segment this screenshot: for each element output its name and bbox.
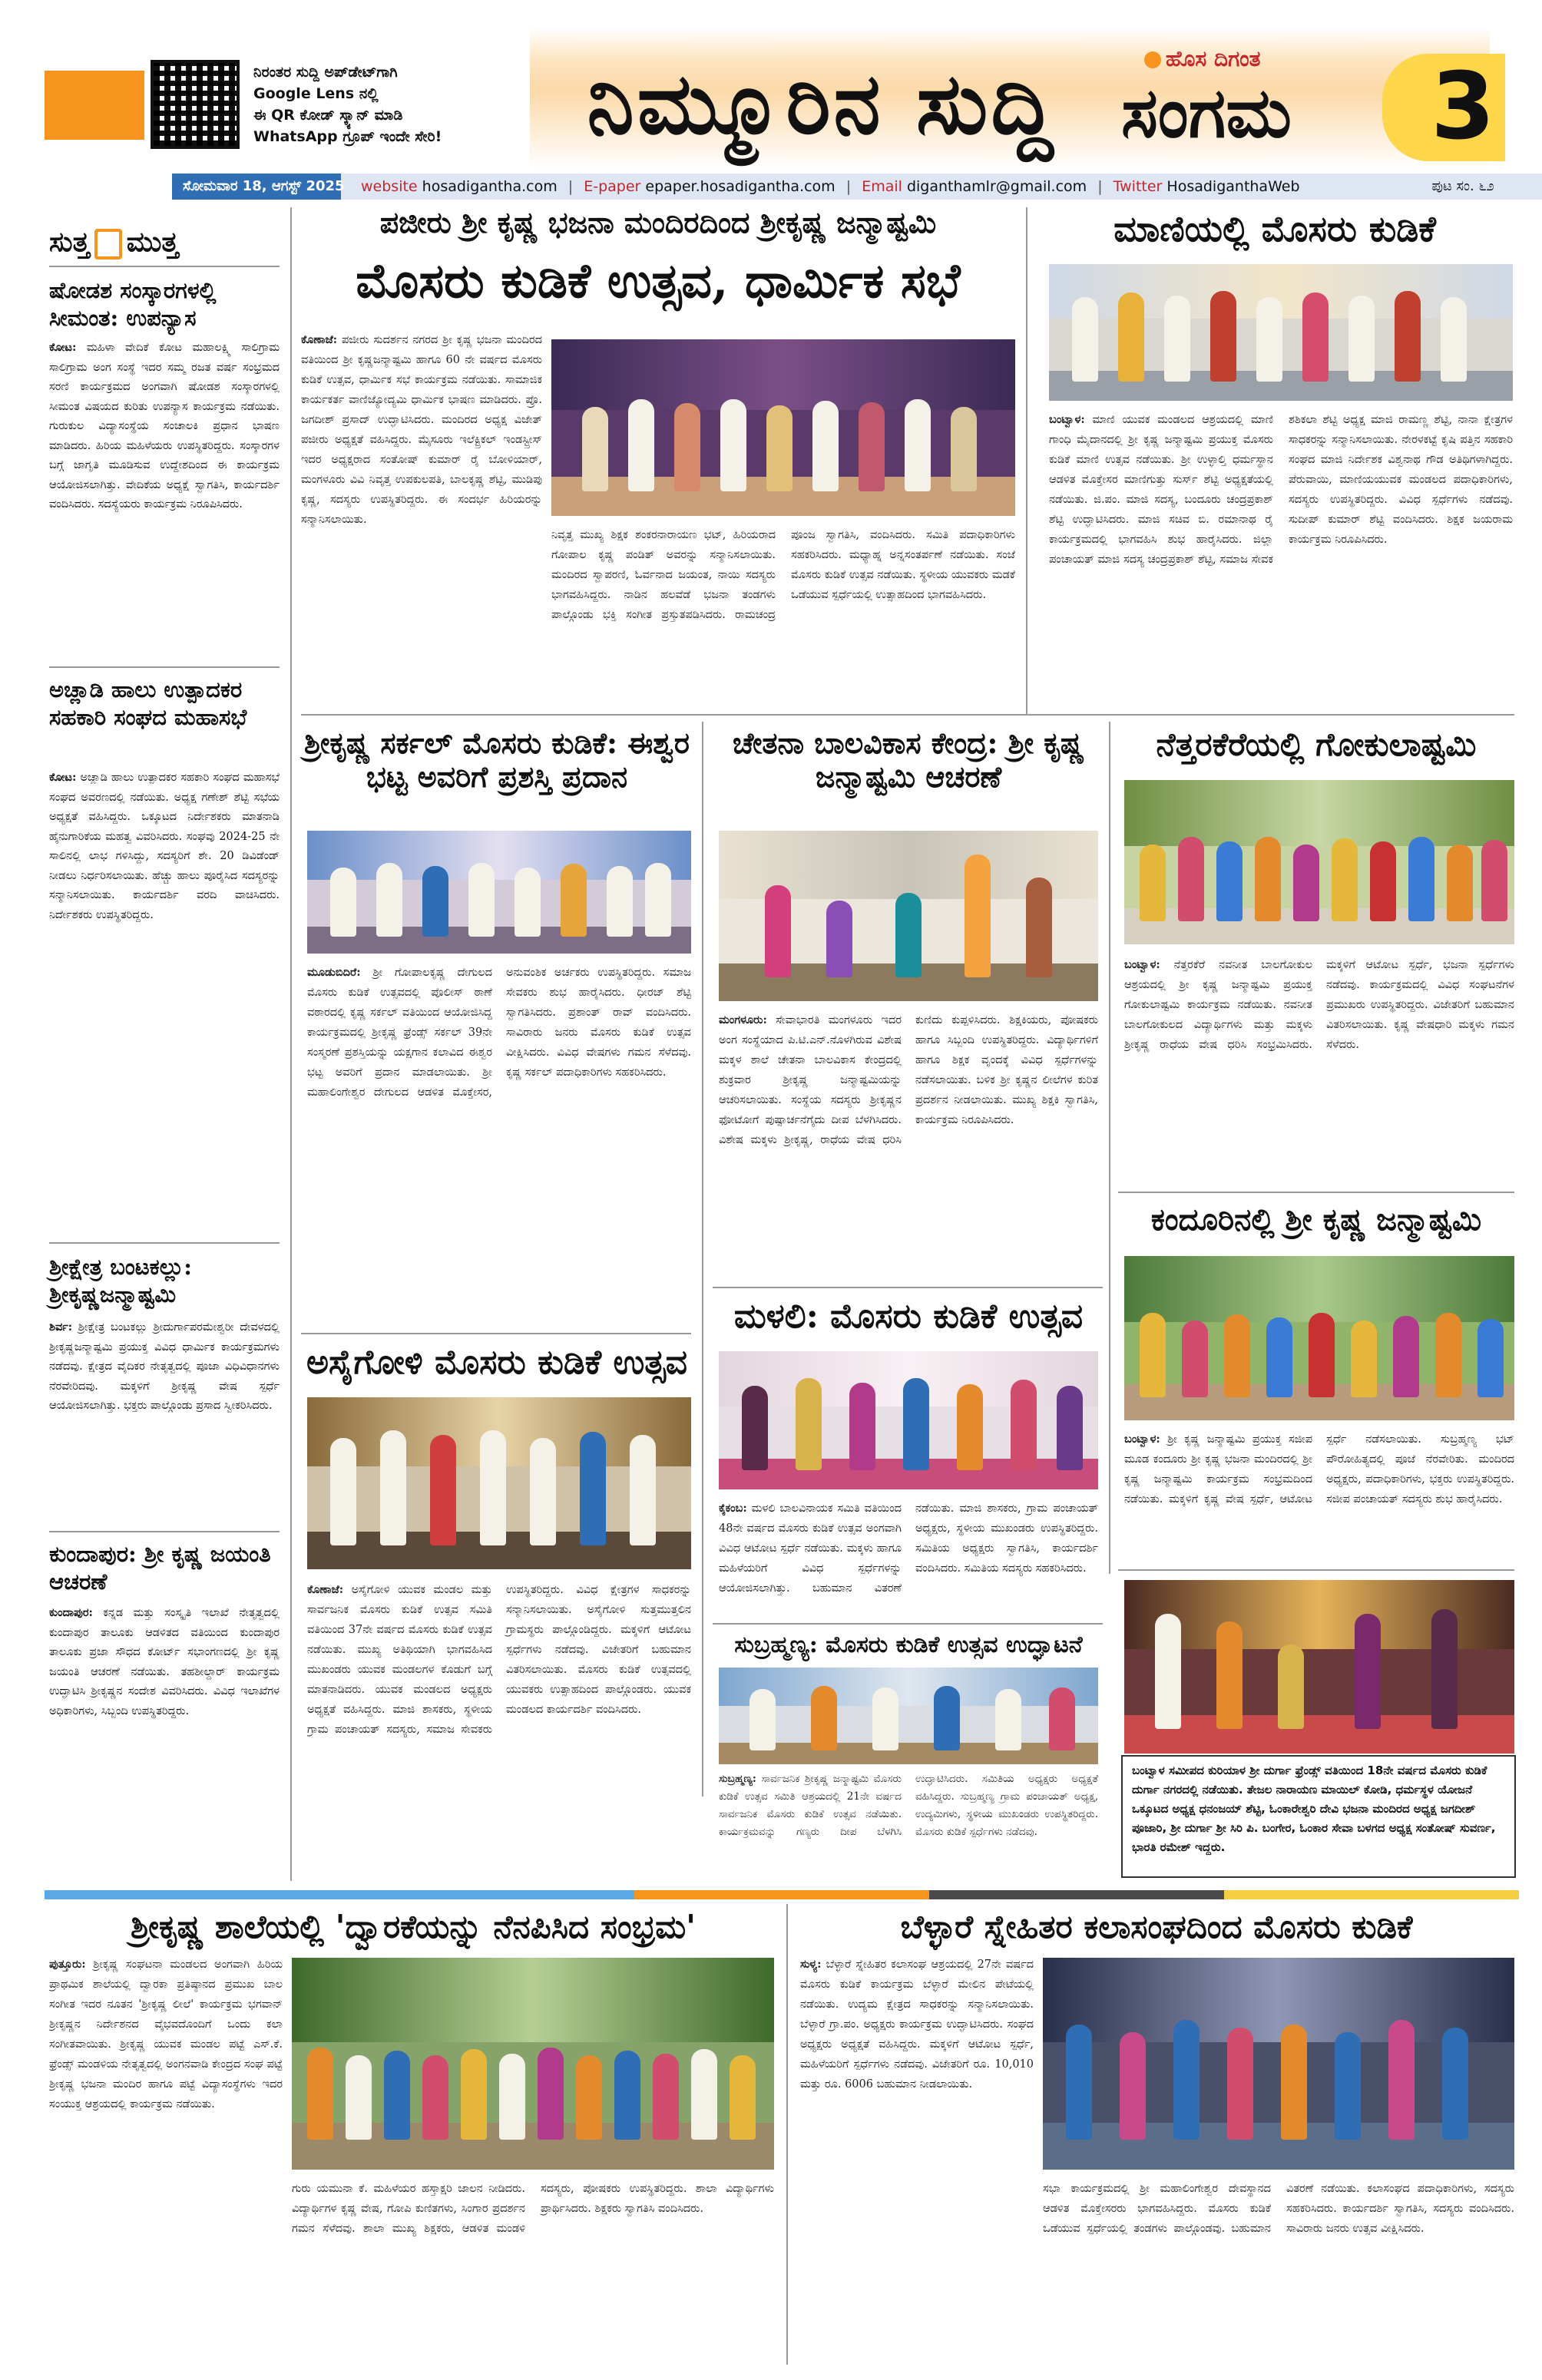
- sidebar-brand-left: ಸುತ್ತ: [49, 226, 90, 258]
- qr-line: WhatsApp ಗ್ರೂಪ್ ಇಂದೇ ಸೇರಿ!: [253, 128, 442, 145]
- dateline: ಕೋಟ:: [49, 771, 77, 784]
- column-rule: [1109, 722, 1110, 1574]
- article-body: [307, 963, 691, 1324]
- column-rule: [290, 207, 292, 1881]
- article-body: [719, 1010, 1098, 1276]
- article-text: ಶ್ರೀ ಗೋಪಾಲಕೃಷ್ಣ ದೇಗುಲದ ಮೊಸರು ಕುಡಿಕೆ ಉತ್ಸವದಲ್ಲಿ ಪೊಲೀಸ್ ಠಾಣೆ ವಠಾರದಲ್ಲಿ ಕೃಷ್ಣ ಸರ್ಕಲ್ ವತಿಯಿಂದ ಆಯೋಜಿಸಿದ್ದ ಕಾರ್ಯಕ್ರಮದಲ್ಲಿ ಶ್ರೀಕೃಷ್ಣ ಫ್ರೆಂಡ್ಸ್ ಸರ್ಕಲ್ 39ನೇ ಸಂಸ್ಮರಣೆ ಪ್ರಶಸ್ತಿಯನ್ನು ಯಕ್ಷಗಾನ ಕಲಾವಿದ ಈಶ್ವರ ಭಟ್ಟ ಅವರಿಗೆ ಪ್ರದಾನ ಮಾಡಲಾಯಿತು. ಶ್ರೀ ಮಹಾಲಿಂಗೇಶ್ವರ ದೇಗುಲದ ಆಡಳಿತ ಮೊಕ್ತೇಸರ, ಅನುವಂಶಿಕ ಅರ್ಚಕರು ಉಪಸ್ಥಿತರಿದ್ದರು. ಸಮಾಜ ಸೇವಕರು ಶುಭ ಹಾರೈಸಿದರು. ಧೀರಜ್ ಶೆಟ್ಟಿ ಸ್ವಾಗತಿಸಿದರು. ಪ್ರಶಾಂತ್ ರಾವ್ ವಂದಿಸಿದರು. ಸಾವಿರಾರು ಜನರು ಮೊಸರು ಕುಡಿಕೆ ಉತ್ಸವ ವೀಕ್ಷಿಸಿದರು. ವಿವಿಧ ವೇಷಗಳು ಗಮನ ಸೆಳೆದವು. ಕೃಷ್ಣ ಸರ್ಕಲ್ ಪದಾಧಿಕಾರಿಗಳು ಸಹಕರಿಸಿದರು.: [307, 967, 691, 1099]
- divider: [301, 714, 1514, 716]
- article-headline: ಶ್ರೀಕೃಷ್ಣ ಸರ್ಕಲ್ ಮೊಸರು ಕುಡಿಕೆ: ಈಶ್ವರ ಭಟ್ಟ ಅವರಿಗೆ ಪ್ರಶಸ್ತಿ ಪ್ರದಾನ: [303, 726, 690, 794]
- article-text: ಸೇವಾಭಾರತಿ ಮಂಗಳೂರು ಇದರ ಅಂಗ ಸಂಸ್ಥೆಯಾದ ಪಿ.ಟಿ.ಎನ್.ನೊಳಗಿರುವ ವಿಶೇಷ ಮಕ್ಕಳ ಶಾಲೆ ಚೇತನಾ ಬಾಲವಿಕಾಸ ಕೇಂದ್ರದಲ್ಲಿ ಶುಕ್ರವಾರ ಶ್ರೀಕೃಷ್ಣ ಜನ್ಮಾಷ್ಟಮಿಯನ್ನು ಆಚರಿಸಲಾಯಿತು. ಸಂಸ್ಥೆಯ ಸದಸ್ಯರು ಶ್ರೀಕೃಷ್ಣನ ಫೋಟೋಗೆ ಪುಷ್ಪಾರ್ಚನೆಗೈದು ದೀಪ ಬೆಳಗಿಸಿದರು. ವಿಶೇಷ ಮಕ್ಕಳು ಶ್ರೀಕೃಷ್ಣ, ರಾಧೆಯ ವೇಷ ಧರಿಸಿ ಕುಣಿದು ಕುಪ್ಪಳಿಸಿದರು. ಶಿಕ್ಷಕಿಯರು, ಪೋಷಕರು ಹಾಗೂ ಸಿಬ್ಬಂದಿ ಉಪಸ್ಥಿತರಿದ್ದರು. ವಿದ್ಯಾರ್ಥಿಗಳಿಗೆ ಹಾಗೂ ಶಿಕ್ಷಕ ವೃಂದಕ್ಕೆ ವಿವಿಧ ಸ್ಪರ್ಧೆಗಳನ್ನು ನಡೆಸಲಾಯಿತು. ಬಳಿಕ ಶ್ರೀ ಕೃಷ್ಣನ ಲೀಲೆಗಳ ಕುರಿತ ಪ್ರದರ್ಶನ ನೀಡಲಾಯಿತು. ಮುಖ್ಯ ಶಿಕ್ಷಕಿ ಸ್ವಾಗತಿಸಿ, ಕಾರ್ಯಕ್ರಮ ನಿರೂಪಿಸಿದರು.: [719, 1014, 1098, 1146]
- event-photo: [1043, 1958, 1514, 2170]
- divider: [1118, 1192, 1514, 1193]
- article-text: ಪಜೀರು ಸುದರ್ಶನ ನಗರದ ಶ್ರೀ ಕೃಷ್ಣ ಭಜನಾ ಮಂದಿರದ ವತಿಯಿಂದ ಶ್ರೀ ಕೃಷ್ಣಜನ್ಮಾಷ್ಟಮಿ ಹಾಗೂ 60 ನೇ ವರ್ಷದ ಮೊಸರು ಕುಡಿಕೆ ಉತ್ಸವ, ಧಾರ್ಮಿಕ ಸಭೆ ಕಾರ್ಯಕ್ರಮ ನಡೆಯಿತು. ಸಾಮಾಜಿಕ ಕಾರ್ಯಕರ್ತ ವಾಣಿಜ್ಯೋದ್ಯಮಿ ಧಾರ್ಮಿಕ ಭಾಷಣ ಮಾಡಿದರು. ಪ್ರೊ. ಜಗದೀಶ್ ಪ್ರಸಾದ್ ಉದ್ಘಾಟಿಸಿದರು. ಮಂದಿರದ ಅಧ್ಯಕ್ಷ ವಿಜೇತ್ ಪಜೀರು ಅಧ್ಯಕ್ಷತೆ ವಹಿಸಿದ್ದರು. ಮೈಸೂರು ಇಲೆಕ್ಟ್ರಿಕಲ್ ಇಂಡಸ್ಟ್ರೀಸ್ ಇದರ ಅಧ್ಯಕ್ಷರಾದ ಸಂತೋಷ್ ಕುಮಾರ್ ರೈ ಬೋಳಿಯಾರ್, ಮಂಗಳೂರು ವಿವಿ ನಿವೃತ್ತ ಉಪಕುಲಪತಿ, ಬಾಲಕೃಷ್ಣ ಶೆಟ್ಟಿ, ಮುಡಿಪು ಕೃಷ್ಣ, ಸದಸ್ಯರು ಉಪಸ್ಥಿತರಿದ್ದರು. ಈ ಸಂದರ್ಭ ಹಿರಿಯರನ್ನು ಸನ್ಮಾನಿಸಲಾಯಿತು.: [301, 334, 542, 526]
- event-photo: [1124, 780, 1514, 944]
- event-photo: [1124, 1580, 1514, 1754]
- issue-date: ಸೋಮವಾರ 18, ಆಗಸ್ಟ್ 2025: [172, 174, 341, 200]
- dateline: ಶಿರ್ವ:: [49, 1321, 73, 1334]
- article-body: [49, 1955, 283, 2354]
- event-photo: [551, 339, 1015, 516]
- dateline: ಬಂಟ್ವಾಳ:: [1124, 958, 1160, 971]
- article-headline: ಅಸೈಗೋಳಿ ಮೊಸರು ಕುಡಿಕೆ ಉತ್ಸವ: [306, 1343, 688, 1382]
- dateline: ಕೊಣಾಜೆ:: [301, 333, 338, 346]
- article-text: ಅಚ್ಲಾಡಿ ಹಾಲು ಉತ್ಪಾದಕರ ಸಹಕಾರಿ ಸಂಘದ ಮಹಾಸಭೆ ಸಂಘದ ಅವರಣದಲ್ಲಿ ನಡೆಯಿತು. ಅಧ್ಯಕ್ಷ ಗಣೇಶ್ ಶೆಟ್ಟಿ ಸಭೆಯ ಅಧ್ಯಕ್ಷತೆ ವಹಿಸಿದ್ದರು. ಒಕ್ಕೂಟದ ನಿರ್ದೇಶಕರು ಮಾತನಾಡಿ ಹೈನುಗಾರಿಕೆಯ ಮಹತ್ವ ವಿವರಿಸಿದರು. ಸಂಘವು 2024-25 ನೇ ಸಾಲಿನಲ್ಲಿ ಲಾಭ ಗಳಿಸಿದ್ದು, ಸದಸ್ಯರಿಗೆ ಶೇ. 20 ಡಿವಿಡೆಂಡ್ ನೀಡಲು ನಿರ್ಧರಿಸಲಾಯಿತು. ಹೆಚ್ಚು ಹಾಲು ಪೂರೈಸಿದ ಸದಸ್ಯರನ್ನು ಸನ್ಮಾನಿಸಲಾಯಿತು. ಕಾರ್ಯದರ್ಶಿ ವರದಿ ವಾಚಿಸಿದರು. ನಿರ್ದೇಶಕರು ಉಪಸ್ಥಿತರಿದ್ದರು.: [49, 772, 280, 921]
- main-headline: ಮೊಸರು ಕುಡಿಕೆ ಉತ್ಸವ, ಧಾರ್ಮಿಕ ಸಭೆ: [356, 253, 961, 309]
- section-color-strip: [45, 1890, 1519, 1899]
- qr-code-icon: [151, 60, 240, 149]
- event-photo: [307, 1397, 691, 1569]
- dateline: ಪುತ್ತೂರು:: [49, 1958, 86, 1971]
- article-text: ಕನ್ನಡ ಮತ್ತು ಸಂಸ್ಕೃತಿ ಇಲಾಖೆ ನೇತೃತ್ವದಲ್ಲಿ ಕುಂದಾಪುರ ತಾಲೂಕು ಆಡಳಿತದ ವತಿಯಿಂದ ಕುಂದಾಪುರ ತಾಲೂಕು ಪ್ರಜಾ ಸೌಧದ ಕೋರ್ಟ್ ಸಭಾಂಗಣದಲ್ಲಿ ಶ್ರೀ ಕೃಷ್ಣ ಜಯಂತಿ ಆಚರಣೆ ನಡೆಯಿತು. ತಹಶೀಲ್ದಾರ್ ಕಾರ್ಯಕ್ರಮ ಉದ್ಘಾಟಿಸಿ ಶ್ರೀಕೃಷ್ಣನ ಸಂದೇಶ ವಿವರಿಸಿದರು. ವಿವಿಧ ಇಲಾಖೆಗಳ ಅಧಿಕಾರಿಗಳು, ಸಿಬ್ಬಂದಿ ಉಪಸ್ಥಿತರಿದ್ದರು.: [49, 1607, 280, 1717]
- divider: [49, 1242, 280, 1244]
- divider: [713, 1623, 1103, 1625]
- dateline: ಕೈಕಂಬ:: [719, 1502, 747, 1515]
- event-photo: [1124, 1256, 1514, 1420]
- article-text: ಮಾಣಿ ಯುವಕ ಮಂಡಲದ ಆಶ್ರಯದಲ್ಲಿ ಮಾಣಿ ಗಾಂಧಿ ಮೈದಾನದಲ್ಲಿ ಶ್ರೀ ಕೃಷ್ಣ ಜನ್ಮಾಷ್ಟಮಿ ಪ್ರಯುಕ್ತ ಮೊಸರು ಕುಡಿಕೆ ಮಾಣಿ ಉತ್ಸವ ನಡೆಯಿತು. ಶ್ರೀ ಉಳ್ಳಾಲ್ತಿ ಧರ್ಮಸ್ಥಾನ ಆಡಳಿತ ಮೊಕ್ತೇಸರ ಮಾಣಿಗುತ್ತು ಸುರ್ಸ್ ಶೆಟ್ಟಿ ಅಧ್ಯಕ್ಷತೆಯಲ್ಲಿ ನಡೆಯಿತು. ಜಿ.ಪಂ. ಮಾಜಿ ಸದಸ್ಯ, ಬಂದೂರು ಚಂದ್ರಪ್ರಕಾಶ್ ಶೆಟ್ಟಿ ಉದ್ಘಾಟಿಸಿದರು. ಮಾಜಿ ಸಚಿವ ಬಿ. ರಮಾನಾಥ ರೈ ಕಾರ್ಯಕ್ರಮದಲ್ಲಿ ಭಾಗವಹಿಸಿ ಶುಭ ಹಾರೈಸಿದರು. ಜಿಲ್ಲಾ ಪಂಚಾಯತ್ ಮಾಜಿ ಸದಸ್ಯ ಚಂದ್ರಪ್ರಕಾಶ್ ಶೆಟ್ಟಿ, ಸಮಾಜ ಸೇವಕ ಶಶಿಕಲಾ ಶೆಟ್ಟಿ ಅಧ್ಯಕ್ಷ ಮಾಜಿ ರಾಮಣ್ಣ ಶೆಟ್ಟಿ, ನಾನಾ ಕ್ಷೇತ್ರಗಳ ಸಾಧಕರನ್ನು ಸನ್ಮಾನಿಸಲಾಯಿತು. ನೇರಳಕಟ್ಟೆ ಕೃಷಿ ಪತ್ತಿನ ಸಹಕಾರಿ ಸಂಘದ ಮಾಜಿ ನಿರ್ದೇಶಕ ವಿಶ್ವನಾಥ ಗೌಡ ಅತಿಥಿಗಳಾಗಿದ್ದರು. ಪೆರುವಾಯಿ, ಮಾಣಿಯಯುವಕ ಮಂಡಲದ ಪದಾಧಿಕಾರಿಗಳು, ಸದಸ್ಯರು ಉಪಸ್ಥಿತರಿದ್ದರು. ವಿವಿಧ ಸ್ಪರ್ಧೆಗಳು ನಡೆದವು. ಸುದೀಪ್ ಕುಮಾರ್ ಶೆಟ್ಟಿ ವಂದಿಸಿದರು. ಶಿಕ್ಷಕ ಜಯರಾಮ ಕಾರ್ಯಕ್ರಮ ನಿರೂಪಿಸಿದರು.: [1049, 414, 1513, 566]
- article-body: [301, 330, 542, 697]
- sidebar-headline: ಕುಂದಾಪುರ: ಶ್ರೀ ಕೃಷ್ಣ ಜಯಂತಿ ಆಚರಣೆ: [49, 1541, 271, 1595]
- article-body: ಗುರು ಯಮುನಾ ಕೆ. ಮಹಿಳೆಯರ ಹಸ್ತಾಕ್ಷರಿ ಜಾಲನ ನೀಡಿದರು. ವಿದ್ಯಾರ್ಥಿಗಳ ಕೃಷ್ಣ ವೇಷ, ಗೋಪಿ ಕುಣಿತಗಳು, ಸಿಂಗಾರ ಪ್ರದರ್ಶನ ಗಮನ ಸೆಳೆದವು. ಶಾಲಾ ಮುಖ್ಯ ಶಿಕ್ಷಕರು, ಆಡಳಿತ ಮಂಡಳಿ ಸದಸ್ಯರು, ಪೋಷಕರು ಉಪಸ್ಥಿತರಿದ್ದರು. ಶಾಲಾ ವಿದ್ಯಾರ್ಥಿಗಳು ಪ್ರಾರ್ಥಿಸಿದರು. ಶಿಕ್ಷಕರು ಸ್ವಾಗತಿಸಿ ವಂದಿಸಿದರು.: [292, 2183, 774, 2235]
- article-text: ಬೆಳ್ಳಾರೆ ಸ್ನೇಹಿತರ ಕಲಾಸಂಘ ಆಶ್ರಯದಲ್ಲಿ 27ನೇ ವರ್ಷದ ಮೊಸರು ಕುಡಿಕೆ ಕಾರ್ಯಕ್ರಮ ಬೆಳ್ಳಾರೆ ಮೇಲಿನ ಪೇಟೆಯಲ್ಲಿ ನಡೆಯಿತು. ಉದ್ಯಮ ಕ್ಷೇತ್ರದ ಸಾಧಕರನ್ನು ಸನ್ಮಾನಿಸಲಾಯಿತು. ಬೆಳ್ಳಾರೆ ಗ್ರಾ.ಪಂ. ಅಧ್ಯಕ್ಷರು ಕಾರ್ಯಕ್ರಮ ಉದ್ಘಾಟಿಸಿದರು. ಸಂಘದ ಅಧ್ಯಕ್ಷರು ಅಧ್ಯಕ್ಷತೆ ವಹಿಸಿದ್ದರು. ಮಕ್ಕಳಿಗೆ ಆಟೋಟ ಸ್ಪರ್ಧೆ, ಮಹಿಳೆಯರಿಗೆ ಸ್ಪರ್ಧೆಗಳು ನಡೆದವು. ವಿಜೇತರಿಗೆ ರೂ. 10,010 ಮತ್ತು ರೂ. 6006 ಬಹುಮಾನ ನೀಡಲಾಯಿತು.: [800, 1959, 1034, 2091]
- event-photo: [719, 1351, 1098, 1489]
- sidebar-article-body: [49, 1603, 280, 1872]
- article-body: [1049, 410, 1513, 705]
- sidebar-headline: ಶ್ರೀಕ್ಷೇತ್ರ ಬಂಟಕಲ್ಲು: ಶ್ರೀಕೃಷ್ಣಜನ್ಮಾಷ್ಟಮಿ: [49, 1254, 192, 1307]
- dateline: ಸುಬ್ರಹ್ಮಣ್ಯ:: [719, 1773, 756, 1785]
- dateline: ಕೋಟ:: [49, 341, 77, 354]
- article-headline: ಮಳಲಿ: ಮೊಸರು ಕುಡಿಕೆ ಉತ್ಸವ: [733, 1297, 1084, 1336]
- sidebar-article-body: [49, 768, 280, 1236]
- article-text: ಶ್ರೀಕೃಷ್ಣ ಸಂಘಟನಾ ಮಂಡಲದ ಅಂಗವಾಗಿ ಹಿರಿಯ ಪ್ರಾಥಮಿಕ ಶಾಲೆಯಲ್ಲಿ ದ್ವಾರಕಾ ಪ್ರತಿಷ್ಠಾನದ ಪ್ರಮುಖ ಬಾಲ ಸಂಗೀತ ಇದರ ನೂತನ 'ಶ್ರೀಕೃಷ್ಣ ಲೀಲೆ' ಕಾರ್ಯಕ್ರಮ ಭಗವಾನ್ ಶ್ರೀಕೃಷ್ಣನ ನಿರ್ದೇಶನದ ವೈಭವದೊಂದಿಗೆ ಒಂದು ಕಲಾ ಸಂಗೀತವಾಯಿತು. ಶ್ರೀಕೃಷ್ಣ ಯುವಕ ಮಂಡಲ ಪಟ್ಟೆ ಎಸ್.ಕೆ. ಫ್ರೆಂಡ್ಸ್ ಮಂಡಳಿಯ ನೇತೃತ್ವದಲ್ಲಿ ಅಂಗನವಾಡಿ ಕೇಂದ್ರದ ಸಂಘ ಪಟ್ಟೆ ಶ್ರೀಕೃಷ್ಣ ಭಜನಾ ಮಂದಿರ ಹಾಗೂ ಪಟ್ಟೆ ವಿದ್ಯಾಸಂಸ್ಥೆಗಳು ಇದರ ಸಂಯುಕ್ತ ಆಶ್ರಯದಲ್ಲಿ ಕಾರ್ಯಕ್ರಮ ನಡೆಯಿತು.: [49, 1959, 283, 2111]
- contact-links: website hosadigantha.com | E-paper epaper.hosadigantha.com | Email diganthamlr@gmail.com | Twitter HosadiganthaWeb: [361, 178, 1300, 195]
- article-text: ನೆತ್ತರಕೆರೆ ನವನೀತ ಬಾಲಗೋಕುಲ ಆಶ್ರಯದಲ್ಲಿ ಶ್ರೀ ಕೃಷ್ಣ ಜನ್ಮಾಷ್ಟಮಿ ಪ್ರಯುಕ್ತ ಗೋಕುಲಾಷ್ಟಮಿ ಕಾರ್ಯಕ್ರಮ ನಡೆಯಿತು. ನವನೀತ ಬಾಲಗೋಕುಲದ ವಿದ್ಯಾರ್ಥಿಗಳು ಮತ್ತು ಮಕ್ಕಳು ಶ್ರೀಕೃಷ್ಣ ರಾಧೆಯ ವೇಷ ಧರಿಸಿ ಸಂಭ್ರಮಿಸಿದರು. ಮಕ್ಕಳಿಗೆ ಆಟೋಟ ಸ್ಪರ್ಧೆ, ಭಜನಾ ಸ್ಪರ್ಧೆಗಳು ನಡೆದವು. ಕಾರ್ಯಕ್ರಮದಲ್ಲಿ ವಿವಿಧ ಸಂಘಟನೆಗಳ ಪ್ರಮುಖರು ಉಪಸ್ಥಿತರಿದ್ದರು. ವಿಜೇತರಿಗೆ ಬಹುಮಾನ ವಿತರಿಸಲಾಯಿತು. ಕೃಷ್ಣ ವೇಷಧಾರಿ ಮಕ್ಕಳು ಗಮನ ಸೆಳೆದರು.: [1124, 959, 1514, 1051]
- link-label: Twitter: [1113, 178, 1163, 195]
- qr-instructions: [253, 61, 530, 147]
- article-headline: ಬೆಳ್ಳಾರೆ ಸ್ನೇಹಿತರ ಕಲಾಸಂಘದಿಂದ ಮೊಸರು ಕುಡಿಕೆ: [900, 1908, 1413, 1945]
- dateline: ಕೊಣಾಜೆ:: [307, 1583, 344, 1596]
- brand-text: ಹೊಸ ದಿಗಂತ: [1166, 46, 1261, 71]
- masthead-orange-block: [45, 71, 144, 140]
- article-body: ಸಭಾ ಕಾರ್ಯಕ್ರಮದಲ್ಲಿ ಶ್ರೀ ಮಹಾಲಿಂಗೇಶ್ವರ ದೇವಸ್ಥಾನದ ಆಡಳಿತ ಮೊಕ್ತೇಸರರು ಭಾಗವಹಿಸಿದ್ದರು. ಮೊಸರು ಕುಡಿಕೆ ಒಡೆಯುವ ಸ್ಪರ್ಧೆಯಲ್ಲಿ ತಂಡಗಳು ಪಾಲ್ಗೊಂಡವು. ಬಹುಮಾನ ವಿತರಣೆ ನಡೆಯಿತು. ಕಲಾಸಂಘದ ಪದಾಧಿಕಾರಿಗಳು, ಸದಸ್ಯರು ಸಹಕರಿಸಿದರು. ಕಾರ್ಯದರ್ಶಿ ಸ್ವಾಗತಿಸಿ, ಸದಸ್ಯರು ವಂದಿಸಿದರು. ಸಾವಿರಾರು ಜನರು ಉತ್ಸವ ವೀಕ್ಷಿಸಿದರು.: [1043, 2183, 1514, 2235]
- article-text: ಅಸೈಗೋಳಿ ಯುವಕ ಮಂಡಲ ಮತ್ತು ಸಾರ್ವಜನಿಕ ಮೊಸರು ಕುಡಿಕೆ ಉತ್ಸವ ಸಮಿತಿ ವತಿಯಿಂದ 37ನೇ ವರ್ಷದ ಮೊಸರು ಕುಡಿಕೆ ಉತ್ಸವ ನಡೆಯಿತು. ಮುಖ್ಯ ಅತಿಥಿಯಾಗಿ ಭಾಗವಹಿಸಿದ ಮುಖಂಡರು ಯುವಕ ಮಂಡಲಗಳ ಕೊಡುಗೆ ಬಗ್ಗೆ ಮಾತನಾಡಿದರು. ಯುವಕ ಮಂಡಲದ ಅಧ್ಯಕ್ಷರು ಅಧ್ಯಕ್ಷತೆ ವಹಿಸಿದ್ದರು. ಮಾಜಿ ಶಾಸಕರು, ಸ್ಥಳೀಯ ಗ್ರಾಮ ಪಂಚಾಯತ್ ಸದಸ್ಯರು, ಸಮಾಜ ಸೇವಕರು ಉಪಸ್ಥಿತರಿದ್ದರು. ವಿವಿಧ ಕ್ಷೇತ್ರಗಳ ಸಾಧಕರನ್ನು ಸನ್ಮಾನಿಸಲಾಯಿತು. ಅಸೈಗೋಳಿ ಸುತ್ತಮುತ್ತಲಿನ ಗ್ರಾಮಸ್ಥರು ಪಾಲ್ಗೊಂಡಿದ್ದರು. ಮಕ್ಕಳಿಗೆ ಆಟೋಟ ಸ್ಪರ್ಧೆಗಳು ನಡೆದವು. ವಿಜೇತರಿಗೆ ಬಹುಮಾನ ವಿತರಿಸಲಾಯಿತು. ಮೊಸರು ಕುಡಿಕೆ ಉತ್ಸವದಲ್ಲಿ ಯುವಕರು ಉತ್ಸಾಹದಿಂದ ಪಾಲ್ಗೊಂಡರು. ಯುವಕ ಮಂಡಲದ ಕಾರ್ಯದರ್ಶಿ ವಂದಿಸಿದರು.: [307, 1584, 691, 1736]
- pages-count: ಪುಟ ಸಂ. ೬೨: [1431, 178, 1494, 194]
- event-photo: [1049, 264, 1513, 401]
- article-text: ಮಹಿಳಾ ವೇದಿಕೆ ಕೋಟ ಮಹಾಲಕ್ಷ್ಮಿ ಸಾಲಿಗ್ರಾಮ ಸಾಲಿಗ್ರಾಮ ಅಂಗ ಸಂಸ್ಥೆ ಇದರ ಸಮ್ಮ ರಜತ ವರ್ಷ ಸಂಭ್ರಮದ ಸರಣಿ ಕಾರ್ಯಕ್ರಮದ ಅಂಗವಾಗಿ ಷೋಡಶ ಸಂಸ್ಕಾರಗಳಲ್ಲಿ ಸೀಮಂತ ವಿಷಯದ ಕುರಿತು ಉಪನ್ಯಾಸ ಕಾರ್ಯಕ್ರಮ ನಡೆಯಿತು. ಗುರುಕುಲ ವಿದ್ಯಾಸಂಸ್ಥೆಯ ಸಂಚಾಲಕಿ ಪ್ರಧಾನ ಭಾಷಣ ಮಾಡಿದರು. ಹಿರಿಯ ಮಹಿಳೆಯರು ಉಪಸ್ಥಿತರಿದ್ದರು. ಸಂಸ್ಕಾರಗಳ ಬಗ್ಗೆ ಜಾಗೃತಿ ಮೂಡಿಸುವ ಉದ್ದೇಶದಿಂದ ಈ ಕಾರ್ಯಕ್ರಮ ಆಯೋಜಿಸಲಾಗಿತ್ತು. ವೇದಿಕೆಯ ಅಧ್ಯಕ್ಷೆ ಸ್ವಾಗತಿಸಿ, ಕಾರ್ಯದರ್ಶಿ ವಂದಿಸಿದರು. ಸದಸ್ಯೆಯರು ಕಾರ್ಯಕ್ರಮ ನಿರೂಪಿಸಿದರು.: [49, 342, 280, 511]
- link-label: Email: [862, 178, 902, 195]
- article-text: ಶ್ರೀ ಕೃಷ್ಣ ಜನ್ಮಾಷ್ಟಮಿ ಪ್ರಯುಕ್ತ ಸಜೀಪ ಮೂಡ ಕಂದೂರು ಶ್ರೀ ಕೃಷ್ಣ ಭಜನಾ ಮಂದಿರದಲ್ಲಿ ಶ್ರೀ ಕೃಷ್ಣ ಜನ್ಮಾಷ್ಟಮಿ ಕಾರ್ಯಕ್ರಮ ಸಂಭ್ರಮದಿಂದ ನಡೆಯಿತು. ಮಕ್ಕಳಿಗೆ ಕೃಷ್ಣ ವೇಷ ಸ್ಪರ್ಧೆ, ಆಟೋಟ ಸ್ಪರ್ಧೆ ನಡೆಸಲಾಯಿತು. ಸುಬ್ರಹ್ಮಣ್ಯ ಭಟ್ ಪೌರೋಹಿತ್ಯದಲ್ಲಿ ಪೂಜೆ ನೆರವೇರಿತು. ಮಂದಿರದ ಅಧ್ಯಕ್ಷರು, ಪದಾಧಿಕಾರಿಗಳು, ಭಕ್ತರು ಉಪಸ್ಥಿತರಿದ್ದರು. ಸಜೀಪ ಪಂಚಾಯತ್ ಸದಸ್ಯರು ಶುಭ ಹಾರೈಸಿದರು.: [1124, 1433, 1514, 1506]
- dateline: ಮೂಡುಬಿದಿರೆ:: [307, 966, 361, 979]
- newspaper-title: ನಿಮ್ಮೂರಿನ ಸುದ್ದಿ: [587, 54, 1057, 153]
- event-photo: [719, 831, 1098, 1001]
- article-headline: ಮಾಣಿಯಲ್ಲಿ ಮೊಸರು ಕುಡಿಕೆ: [1113, 208, 1436, 250]
- dateline: ಬಂಟ್ವಾಳ:: [1124, 1433, 1160, 1446]
- kicker-headline: ಪಜೀರು ಶ್ರೀ ಕೃಷ್ಣ ಭಜನಾ ಮಂದಿರದಿಂದ ಶ್ರೀಕೃಷ್ಣ ಜನ್ಮಾಷ್ಟಮಿ: [379, 205, 937, 240]
- sidebar-headline: ಅಚ್ಲಾಡಿ ಹಾಲು ಉತ್ಪಾದಕರ ಸಹಕಾರಿ ಸಂಘದ ಮಹಾಸಭೆ: [49, 676, 247, 730]
- link-label: website: [361, 178, 418, 195]
- event-photo: [307, 831, 691, 954]
- sidebar-article-body: [49, 338, 280, 660]
- article-headline: ಚೇತನಾ ಬಾಲವಿಕಾಸ ಕೇಂದ್ರ: ಶ್ರೀ ಕೃಷ್ಣ ಜನ್ಮಾಷ್ಟಮಿ ಆಚರಣೆ: [732, 726, 1085, 794]
- article-text: ಸಾರ್ವಜನಿಕ ಶ್ರೀಕೃಷ್ಣ ಜನ್ಮಾಷ್ಟಮಿ ಮೊಸರು ಕುಡಿಕೆ ಉತ್ಸವ ಸಮಿತಿ ಆಶ್ರಯದಲ್ಲಿ 21ನೇ ವರ್ಷದ ಸಾರ್ವಜನಿಕ ಮೊಸರು ಕುಡಿಕೆ ಉತ್ಸವ ನಡೆಯಿತು. ಕಾರ್ಯಕ್ರಮವನ್ನು ಗಣ್ಯರು ದೀಪ ಬೆಳಗಿಸಿ ಉದ್ಘಾಟಿಸಿದರು. ಸಮಿತಿಯ ಅಧ್ಯಕ್ಷರು ಅಧ್ಯಕ್ಷತೆ ವಹಿಸಿದ್ದರು. ಸುಬ್ರಹ್ಮಣ್ಯ ಗ್ರಾಮ ಪಂಚಾಯತ್ ಅಧ್ಯಕ್ಷ, ಉದ್ಯಮಿಗಳು, ಸ್ಥಳೀಯ ಮುಖಂಡರು ಉಪಸ್ಥಿತರಿದ್ದರು. ಮೊಸರು ಕುಡಿಕೆ ಸ್ಪರ್ಧೆಗಳು ನಡೆದವು.: [719, 1773, 1098, 1838]
- section-title: ಸಂಗಮ: [1121, 72, 1292, 154]
- column-rule: [786, 1904, 788, 2365]
- dateline: ಮಂಗಳೂರು:: [719, 1013, 767, 1026]
- epaper-link[interactable]: epaper.hosadigantha.com: [645, 178, 836, 195]
- divider: [1118, 1569, 1514, 1571]
- photo-caption: ಬಂಟ್ವಾಳ ಸಮೀಪದ ಕುರಿಯಾಳ ಶ್ರೀ ದುರ್ಗಾ ಫ್ರೆಂಡ್ಸ್ ವತಿಯಿಂದ 18ನೇ ವರ್ಷದ ಮೊಸರು ಕುಡಿಕೆ ದುರ್ಗಾ ನಗರದಲ್ಲಿ ನಡೆಯಿತು. ತೇಜಲ ನಾರಾಯಣ ಮಾಯಿಲ್ ಕೋಡಿ, ಧರ್ಮಸ್ಥಳ ಯೋಜನೆ ಒಕ್ಕೂಟದ ಅಧ್ಯಕ್ಷ ಧನಂಜಯ್ ಶೆಟ್ಟಿ, ಓಂಕಾರೇಶ್ವರಿ ದೇವಿ ಭಜನಾ ಮಂದಿರದ ಅಧ್ಯಕ್ಷ ಜಗದೀಶ್ ಪೂಜಾರಿ, ಶ್ರೀ ದುರ್ಗಾ ಶ್ರೀ ಸಿರಿ ಪಿ. ಬಂಗೇರ, ಓಂಕಾರ ಸೇವಾ ಬಳಗದ ಅಧ್ಯಕ್ಷ ಸಂತೋಷ್ ಸುವರ್ಣ, ಭಾರತಿ ರಮೇಶ್ ಇದ್ದರು.: [1121, 1755, 1516, 1878]
- article-body: [1124, 1430, 1514, 1560]
- sidebar-article-body: [49, 1317, 280, 1525]
- sun-logo-icon: [1144, 51, 1161, 68]
- divider: [49, 666, 280, 668]
- brand-name: [1144, 46, 1261, 72]
- link-label: E-paper: [584, 178, 641, 195]
- article-headline: ಕಂದೂರಿನಲ್ಲಿ ಶ್ರೀ ಕೃಷ್ಣ ಜನ್ಮಾಷ್ಟಮಿ: [1150, 1202, 1482, 1238]
- divider: [713, 1287, 1103, 1288]
- website-link[interactable]: hosadigantha.com: [422, 178, 558, 195]
- dateline: ಕುಂದಾಪುರ:: [49, 1606, 93, 1619]
- article-body: [719, 1770, 1098, 1878]
- article-headline: ಸುಬ್ರಹ್ಮಣ್ಯ: ಮೊಸರು ಕುಡಿಕೆ ಉತ್ಸವ ಉದ್ಘಾಟನೆ: [734, 1631, 1083, 1658]
- dateline: ಸುಳ್ಯ:: [800, 1958, 822, 1971]
- event-photo: [719, 1668, 1098, 1764]
- page-number: 3: [1431, 54, 1495, 160]
- sidebar-headline: ಷೋಡಶ ಸಂಸ್ಕಾರಗಳಲ್ಲಿ ಸೀಮಂತ: ಉಪನ್ಯಾಸ: [49, 277, 217, 331]
- dateline: ಬಂಟ್ವಾಳ:: [1049, 413, 1085, 426]
- sidebar-brand-right: ಮುತ್ತ: [126, 226, 179, 258]
- article-headline: ಶ್ರೀಕೃಷ್ಣ ಶಾಲೆಯಲ್ಲಿ 'ದ್ವಾರಕೆಯನ್ನು ನೆನಪಿಸಿದ ಸಂಭ್ರಮ': [130, 1908, 696, 1945]
- article-body: [307, 1580, 691, 1873]
- qr-line: ನಿರಂತರ ಸುದ್ದಿ ಅಪ್‌ಡೇಟ್‌ಗಾಗಿ: [253, 64, 398, 81]
- twitter-link[interactable]: HosadiganthaWeb: [1166, 178, 1300, 195]
- divider: [301, 1333, 691, 1334]
- qr-line: ಈ QR ಕೋಡ್ ಸ್ಕ್ಯಾನ್ ಮಾಡಿ: [253, 107, 403, 124]
- article-text: ಮಳಲಿ ಬಾಲವಿನಾಯಕ ಸಮಿತಿ ವತಿಯಿಂದ 48ನೇ ವರ್ಷದ ಮೊಸರು ಕುಡಿಕೆ ಉತ್ಸವ ಅಂಗವಾಗಿ ವಿವಿಧ ಆಟೋಟ ಸ್ಪರ್ಧೆ ನಡೆಯಿತು. ಮಕ್ಕಳು ಹಾಗೂ ಮಹಿಳೆಯರಿಗೆ ವಿವಿಧ ಸ್ಪರ್ಧೆಗಳನ್ನು ಆಯೋಜಿಸಲಾಗಿತ್ತು. ಬಹುಮಾನ ವಿತರಣೆ ನಡೆಯಿತು. ಮಾಜಿ ಶಾಸಕರು, ಗ್ರಾಮ ಪಂಚಾಯತ್ ಅಧ್ಯಕ್ಷರು, ಸ್ಥಳೀಯ ಮುಖಂಡರು ಉಪಸ್ಥಿತರಿದ್ದರು. ಸಮಿತಿಯ ಅಧ್ಯಕ್ಷರು ಸ್ವಾಗತಿಸಿ, ಕಾರ್ಯದರ್ಶಿ ವಂದಿಸಿದರು. ಸಮಿತಿಯ ಸದಸ್ಯರು ಸಹಕರಿಸಿದರು.: [719, 1502, 1098, 1595]
- email-link[interactable]: diganthamlr@gmail.com: [906, 178, 1087, 195]
- book-icon: [94, 229, 122, 259]
- article-body: ನಿವೃತ್ತ ಮುಖ್ಯ ಶಿಕ್ಷಕ ಶಂಕರನಾರಾಯಣ ಭಟ್, ಹಿರಿಯರಾದ ಗೋಪಾಲ ಕೃಷ್ಣ ಪಂಡಿತ್ ಅವರನ್ನು ಸನ್ಮಾನಿಸಲಾಯಿತು. ಮಂದಿರದ ಸ್ವಾಪರಣಿ, ಓರ್ವನಾದ ಜಯಂತ, ನಾಯಿ ಸದಸ್ಯರು ಭಾಗವಹಿಸಿದ್ದರು. ನಾಡಿನ ಹಲವೆಡೆ ಭಜನಾ ತಂಡಗಳು ಪಾಲ್ಗೊಂಡು ಭಕ್ತಿ ಸಂಗೀತ ಪ್ರಸ್ತುತಪಡಿಸಿದರು. ರಾಮಚಂದ್ರ ಪೂಂಜ ಸ್ವಾಗತಿಸಿ, ವಂದಿಸಿದರು. ಸಮಿತಿ ಪದಾಧಿಕಾರಿಗಳು ಸಹಕರಿಸಿದರು. ಮಧ್ಯಾಹ್ನ ಅನ್ನಸಂತರ್ಪಣೆ ನಡೆಯಿತು. ಸಂಜೆ ಮೊಸರು ಕುಡಿಕೆ ಉತ್ಸವ ನಡೆಯಿತು. ಸ್ಥಳೀಯ ಯುವಕರು ಮಡಕೆ ಒಡೆಯುವ ಸ್ಪರ್ಧೆಯಲ್ಲಿ ಉತ್ಸಾಹದಿಂದ ಭಾಗವಹಿಸಿದರು.: [551, 529, 1015, 621]
- divider: [49, 1531, 280, 1532]
- divider: [49, 266, 280, 267]
- article-headline: ನೆತ್ತರಕೆರೆಯಲ್ಲಿ ಗೋಕುಲಾಷ್ಟಮಿ: [1156, 726, 1477, 763]
- qr-line: Google Lens ನಲ್ಲಿ: [253, 85, 379, 102]
- article-text: ಶ್ರೀಕ್ಷೇತ್ರ ಬಂಟಕಲ್ಲು ಶ್ರೀದುರ್ಗಾಪರಮೇಶ್ವರೀ ದೇವಳದಲ್ಲಿ ಶ್ರೀಕೃಷ್ಣಜನ್ಮಾಷ್ಟಮಿ ಪ್ರಯುಕ್ತ ವಿವಿಧ ಧಾರ್ಮಿಕ ಕಾರ್ಯಕ್ರಮಗಳು ನಡೆದವು. ಕ್ಷೇತ್ರದ ವೈದಿಕರ ನೇತೃತ್ವದಲ್ಲಿ ಪೂಜಾ ವಿಧಿವಿಧಾನಗಳು ನೆರವೇರಿದವು. ಮಕ್ಕಳಿಗೆ ಶ್ರೀಕೃಷ್ಣ ವೇಷ ಸ್ಪರ್ಧೆ ಆಯೋಜಿಸಲಾಗಿತ್ತು. ಭಕ್ತರು ಪಾಲ್ಗೊಂಡು ಪ್ರಸಾದ ಸ್ವೀಕರಿಸಿದರು.: [49, 1321, 280, 1412]
- column-rule: [1026, 207, 1027, 714]
- column-rule: [702, 722, 703, 1797]
- sidebar-brand: [49, 221, 280, 263]
- article-body: [719, 1499, 1098, 1617]
- article-body: [800, 1955, 1034, 2354]
- article-body: [1124, 955, 1514, 1182]
- event-photo: [292, 1958, 774, 2170]
